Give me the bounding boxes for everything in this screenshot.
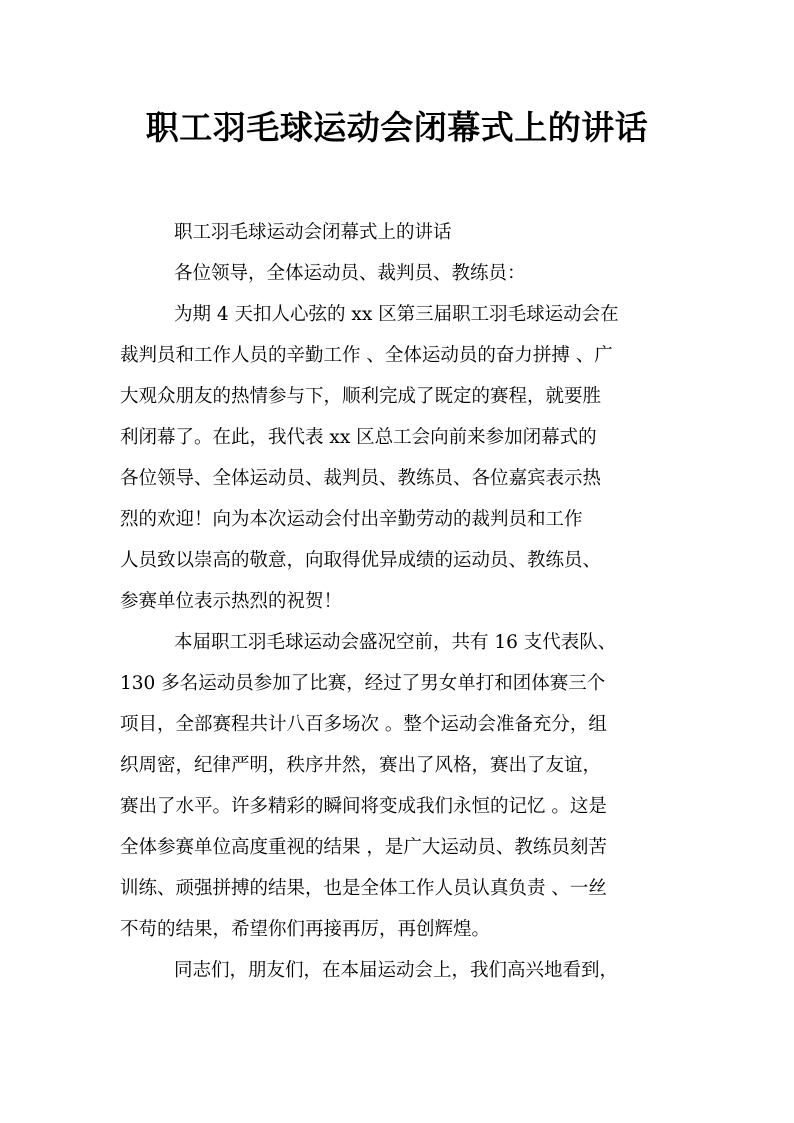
text-line: 不苟的结果，希望你们再接再厉，再创辉煌。 xyxy=(120,919,491,940)
text-line: 各位领导，全体运动员、裁判员、教练员： xyxy=(174,263,526,284)
text-line: 为期 4 天扣人心弦的 xx 区第三届职工羽毛球运动会在 xyxy=(174,304,619,325)
text-line: 参赛单位表示热烈的祝贺！ xyxy=(120,591,343,612)
document-body xyxy=(120,212,686,991)
text-line: 130 多名运动员参加了比赛，经过了男女单打和团体赛三个 xyxy=(120,673,606,694)
text-line: 大观众朋友的热情参与下，顺利完成了既定的赛程，就要胜 xyxy=(120,386,602,407)
text-line: 裁判员和工作人员的辛勤工作 、全体运动员的奋力拼搏 、广 xyxy=(120,345,613,366)
text-line: 本届职工羽毛球运动会盛况空前，共有 16 支代表队、 xyxy=(174,632,617,653)
text-line: 训练、顽强拼搏的结果，也是全体工作人员认真负责 、一丝 xyxy=(120,878,607,899)
text-line: 利闭幕了。在此，我代表 xx 区总工会向前来参加闭幕式的 xyxy=(120,427,597,448)
text-line: 职工羽毛球运动会闭幕式上的讲话 xyxy=(174,222,452,243)
text-line: 全体参赛单位高度重视的结果 ，是广大运动员、教练员刻苦 xyxy=(120,837,607,858)
text-line: 项目，全部赛程共计八百多场次 。整个运动会准备充分，组 xyxy=(120,714,607,735)
text-line: 赛出了水平。许多精彩的瞬间将变成我们永恒的记忆 。这是 xyxy=(120,796,607,817)
text-line: 各位领导、全体运动员、裁判员、教练员、各位嘉宾表示热 xyxy=(120,468,602,489)
text-line: 织周密，纪律严明，秩序井然，赛出了风格，赛出了友谊， xyxy=(120,755,602,776)
document-title: 职工羽毛球运动会闭幕式上的讲话 xyxy=(145,108,649,147)
text-line: 人员致以崇高的敬意，向取得优异成绩的运动员、教练员、 xyxy=(120,550,602,571)
text-line: 同志们，朋友们，在本届运动会上，我们高兴地看到， xyxy=(174,960,619,981)
text-line: 烈的欢迎！向为本次运动会付出辛勤劳动的裁判员和工作 xyxy=(120,509,583,530)
